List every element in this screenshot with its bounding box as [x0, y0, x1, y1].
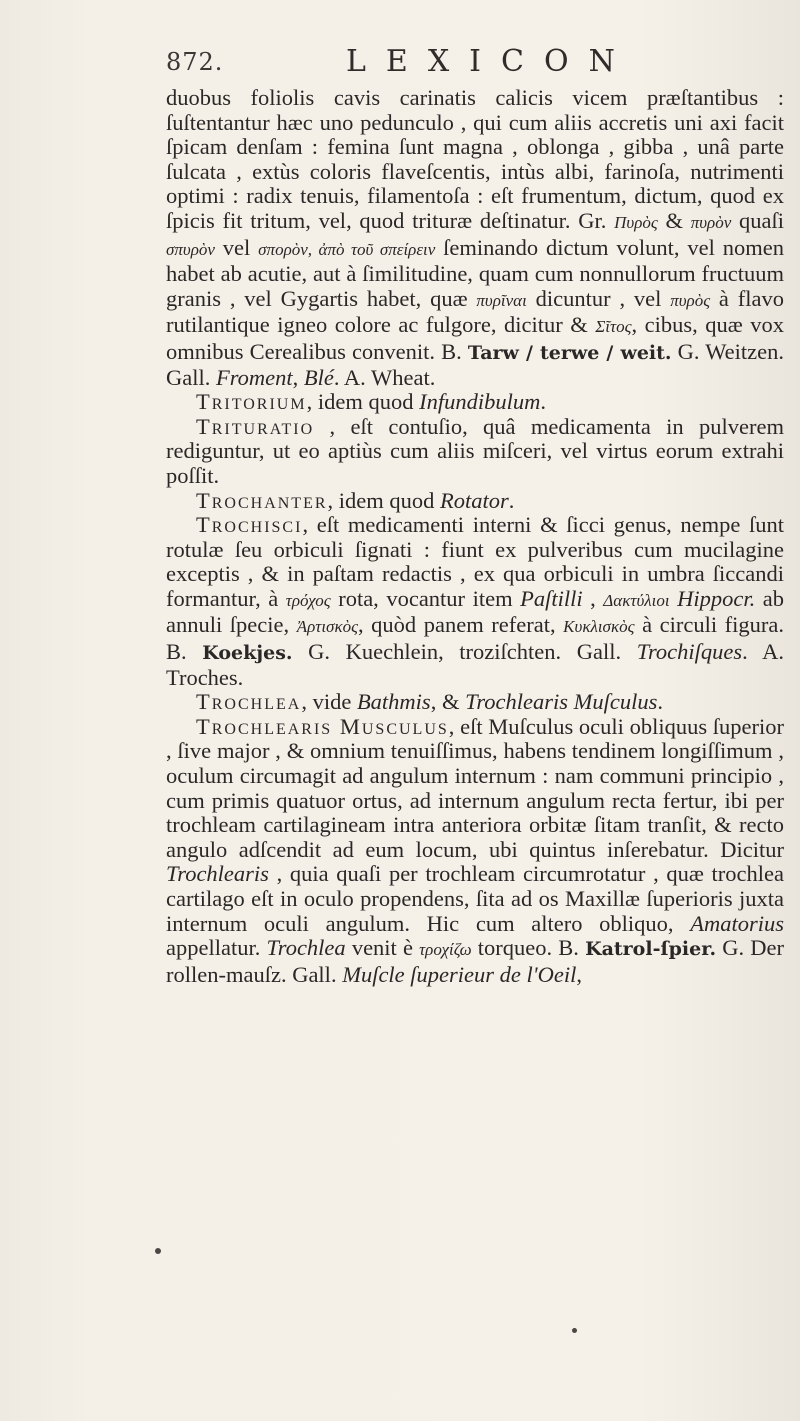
text-run: , &: [430, 689, 466, 715]
text-run: , idem quod: [306, 389, 420, 415]
dictionary-entry: [166, 715, 784, 988]
greek-text: σπυρὸν: [166, 239, 215, 259]
headword: Trochisci: [196, 512, 303, 538]
italic-text: Muſcle ſuperieur de l'Oeil: [342, 961, 577, 987]
text-run: , idem quod: [327, 487, 441, 513]
greek-text: πυρῖναι: [476, 290, 527, 310]
text-run: , eſt medicamenti interni & ſicci genus, nempe ſunt rotulæ ſeu orbiculi ſignati : fiunt ex pulveribus cum mucilagine exceptis , & in paſtam redactis , ex qua orbiculi in umbra ſiccandi formantur, à: [166, 512, 784, 611]
greek-text: σπορὸν, ἀπὸ τοῦ σπείρειν: [258, 239, 436, 259]
text-run: [670, 586, 678, 611]
text-run: . A. Troches.: [166, 639, 784, 690]
text-run: ſeminando dictum volunt, vel nomen habet ab acutie, aut à ſimilitudine, quam cum nonnullorum fructuum granis , vel Gygartis habet, quæ: [166, 234, 784, 311]
blackletter-text: Koekjes.: [202, 642, 293, 665]
text-run: appellatur.: [166, 935, 267, 961]
text-run: dicuntur , vel: [526, 285, 671, 311]
ink-spot: [572, 1328, 577, 1333]
italic-text: Trochiſques: [636, 639, 743, 665]
italic-text: Rotator: [440, 487, 509, 513]
headword: Tritorium: [196, 389, 307, 415]
blackletter-text: Tarw / terwe / weit.: [467, 341, 672, 364]
text-run: à circuli figura. B.: [166, 612, 785, 665]
headword: Trituratio: [196, 413, 315, 439]
text-run: à flavo rutilantique igneo colore ac fulgore, dicitur &: [166, 285, 784, 338]
text-run: , vide: [301, 689, 357, 715]
text-run: ,: [576, 961, 582, 987]
dictionary-entry: [166, 415, 784, 489]
text-run: , quia quaſi per trochleam circumrotatur , quæ trochlea cartilago eſt in oculo propendens, ſita ad os Maxillæ ſuperioris juxta internum oculi angulum. Hic cum altero obliquo,: [166, 861, 784, 936]
text-run: .: [657, 689, 664, 715]
entry-continuation: [166, 86, 784, 390]
greek-text: τρόχος: [285, 590, 331, 610]
headword: Trochlea: [196, 689, 302, 715]
greek-text: πυρὸν: [690, 212, 732, 232]
italic-text: Froment: [216, 364, 293, 390]
italic-text: Hippocr.: [677, 585, 756, 611]
text-run: G. Weitzen. Gall.: [166, 338, 784, 390]
text-run: ,: [582, 585, 604, 611]
italic-text: Bathmis: [356, 689, 431, 715]
text-run: . A. Wheat.: [333, 364, 436, 390]
text-run: venit è: [345, 935, 420, 961]
headword: Trochlearis Musculus: [196, 713, 449, 739]
text-run: vel: [214, 234, 259, 260]
dictionary-body: [166, 86, 784, 987]
text-run: .: [540, 389, 546, 415]
text-run: &: [657, 207, 691, 233]
greek-text: τροχίζω: [419, 940, 472, 960]
page-number: 872.: [166, 48, 224, 76]
greek-text: Ἀρτισκὸς: [296, 617, 358, 637]
italic-text: Paſtilli: [520, 585, 583, 611]
italic-text: Infundibulum: [419, 389, 541, 415]
blackletter-text: Katrol-ſpier.: [585, 938, 717, 961]
running-head: LEXICON: [346, 44, 635, 79]
text-run: ,: [292, 364, 304, 390]
greek-text: Δακτύλιοι: [603, 590, 670, 610]
dictionary-entry: [166, 489, 784, 514]
text-run: rota, vocantur item: [330, 585, 521, 611]
greek-text: Κυκλισκὸς: [563, 617, 635, 637]
text-run: , cibus, quæ vox omnibus Cerealibus convenit. B.: [166, 312, 784, 364]
greek-text: Σῖτος: [595, 317, 632, 337]
headword: Trochanter: [196, 487, 328, 513]
italic-text: Trochlea: [266, 935, 346, 961]
greek-text: Πυρὸς: [614, 212, 658, 232]
italic-text: Trochlearis: [166, 861, 269, 887]
italic-text: Amatorius: [690, 910, 784, 936]
text-run: G. Der rollen-mauſz. Gall.: [166, 935, 785, 987]
text-run: torqueo. B.: [471, 935, 586, 961]
greek-text: πυρὸς: [670, 290, 711, 310]
page-header: [166, 44, 760, 84]
text-run: ab annuli ſpecie,: [166, 585, 784, 638]
dictionary-entry: [166, 513, 784, 690]
text-run: , eſt Muſculus oculi obliquus ſuperior , ſive major , & omnium tenuiſſimus, habens tendinem longiſſimum , oculum circumagit ad angulum internum : nam communi principio , cum primis quatuor ortus, ad internum angulum recta fertur, ibi per trochleam cartilagineam intra anteriora orbitæ ſitam tranſit, & recto angulo adſcendit ad eum locum, ubi quintus inſerebatur. Dicitur: [166, 713, 785, 862]
italic-text: Trochlearis Muſculus: [465, 689, 658, 715]
italic-text: Blé: [303, 364, 334, 390]
text-run: duobus foliolis cavis carinatis calicis vicem præſtantibus : ſuſtentantur hæc uno pedunculo , qui cum aliis accretis uni axi facit ſpicam denſam : femina ſunt magna , oblonga , gibba , unâ parte ſulcata , extùs coloris flaveſcentis, intùs albi, farinoſa, nutrimenti optimi : radix tenuis, filamentoſa : eſt frumentum, dictum, quod ex ſpicis fit tritum, vel, quod trituræ deſtinatur. Gr.: [166, 85, 784, 233]
dictionary-entry: [166, 390, 784, 415]
text-run: G. Kuechlein, troziſchten. Gall.: [292, 639, 637, 665]
text-run: , eſt contuſio, quâ medicamenta in pulverem rediguntur, ut eo aptiùs cum aliis miſceri, vel virtus eorum extrahi poſſit.: [166, 413, 784, 488]
text-run: , quòd panem referat,: [358, 612, 564, 638]
text-run: .: [508, 487, 515, 513]
ink-spot: [155, 1248, 161, 1254]
text-run: quaſi: [731, 207, 784, 233]
dictionary-entry: [166, 690, 784, 715]
